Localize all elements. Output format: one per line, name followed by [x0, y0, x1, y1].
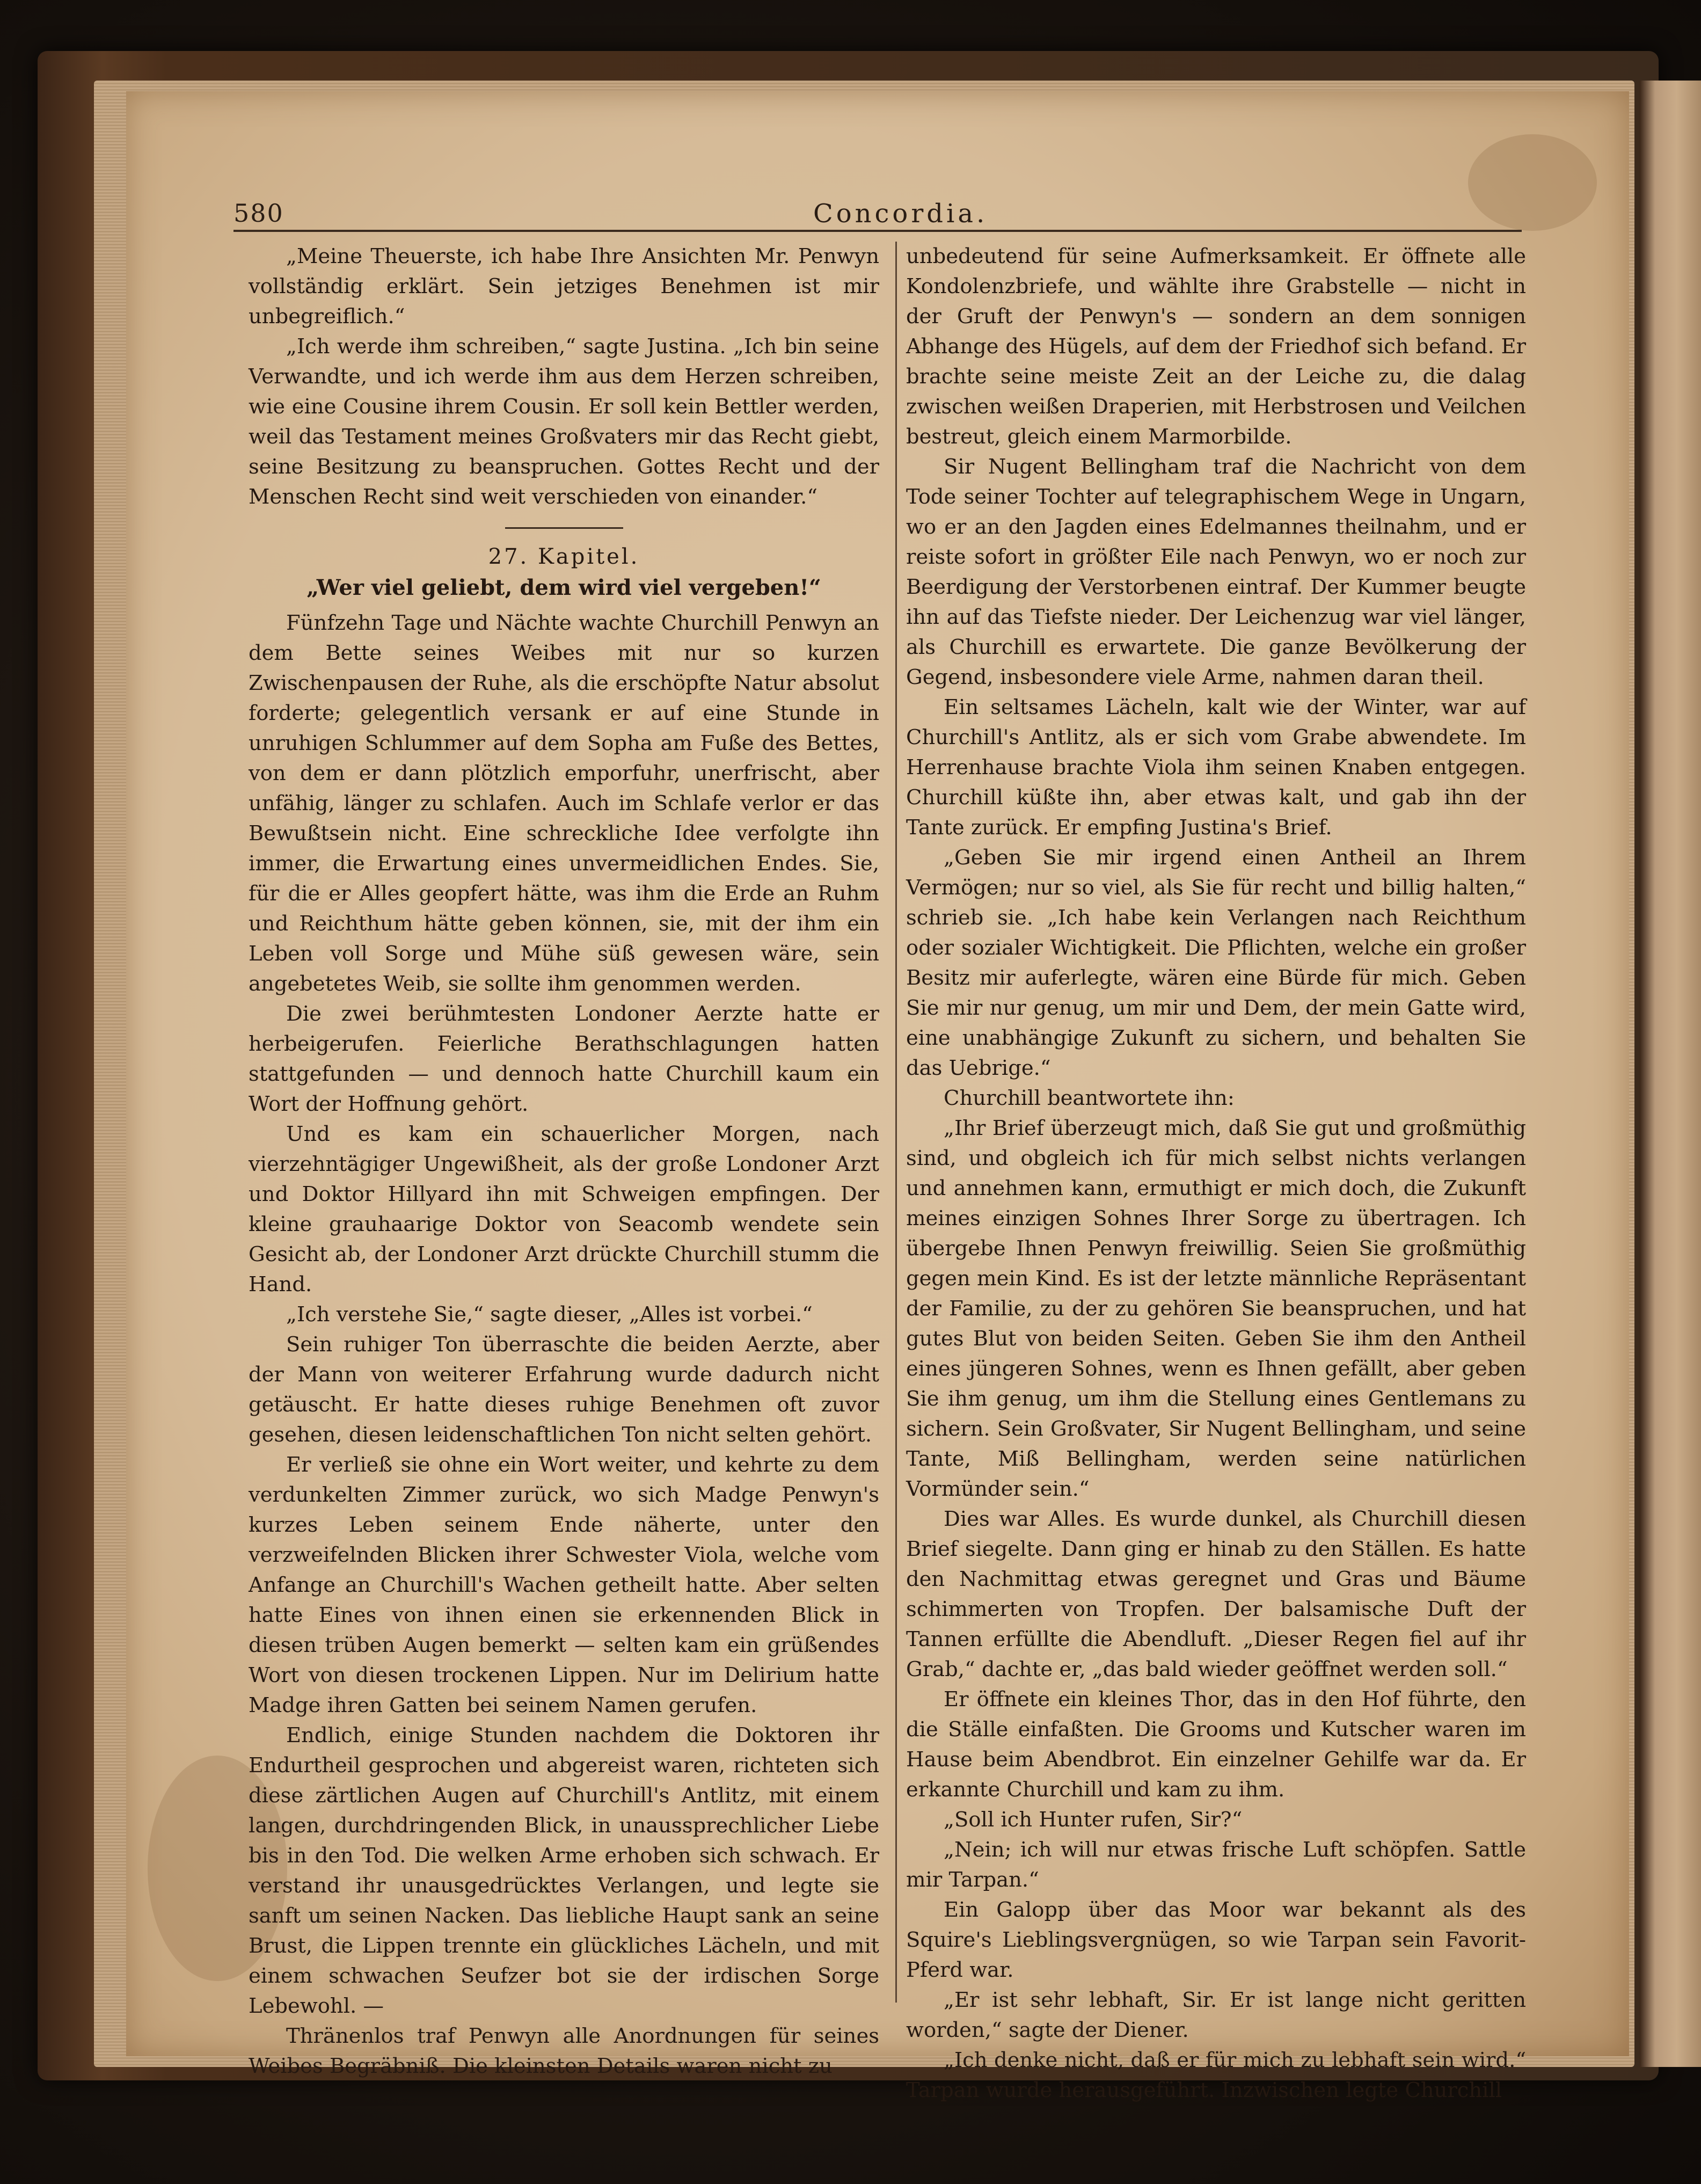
right-column — [906, 242, 1526, 2106]
chapter-separator — [505, 527, 623, 529]
paragraph: Thränenlos traf Penwyn alle Anordnungen für seines Weibes Begräbniß. Die kleinsten Details waren nicht zu — [249, 2024, 879, 2078]
page-header — [233, 199, 1522, 231]
paragraph: Churchill beantwortete ihn: — [944, 1086, 1235, 1110]
chapter-number: 27. Kapitel. — [488, 544, 640, 569]
paragraph: Ein seltsames Lächeln, kalt wie der Winter, war auf Churchill's Antlitz, als er sich vom Grabe abwendete. Im Herrenhause brachte Viola ihm seinen Knaben entgegen. Churchill küßte ihn, aber etwas kalt, und gab ihn der Tante zurück. Er empfing Justina's Brief. — [906, 695, 1526, 840]
left-column — [249, 242, 879, 2081]
page-number: 580 — [233, 199, 284, 228]
paragraph: Fünfzehn Tage und Nächte wachte Churchill Penwyn an dem Bette seines Weibes mit nur so kurzen Zwischenpausen der Ruhe, als die erschöpfte Natur absolut forderte; gelegentlich versank er auf eine Stunde in unruhigen Schlummer auf dem Sopha am Fuße des Bettes, von dem er dann plötzlich emporfuhr, unerfrischt, aber unfähig, länger zu schlafen. Auch im Schlafe verlor er das Bewußtsein nicht. Eine schreckliche Idee verfolgte ihn immer, die Erwartung eines unvermeidlichen Endes. Sie, für die er Alles geopfert hätte, was ihm die Erde an Ruhm und Reichthum hätte geben können, sie, mit der ihm ein Leben voll Sorge und Mühe süß gewesen wäre, sein angebetetes Weib, sie sollte ihm genommen werden. — [249, 611, 879, 996]
paragraph: „Ich denke nicht, daß er für mich zu lebhaft sein wird.“ Tarpan wurde herausgeführt. Inzwischen legte Churchill — [906, 2048, 1526, 2102]
running-title: Concordia. — [813, 199, 988, 229]
paragraph: „Ihr Brief überzeugt mich, daß Sie gut und großmüthig sind, und obgleich ich für mich selbst nichts verlangen und annehmen kann, ermuthigt er mich doch, die Zukunft meines einzigen Sohnes Ihrer Sorge zu übertragen. Ich übergebe Ihnen Penwyn freiwillig. Seien Sie großmüthig gegen mein Kind. Es ist der letzte männliche Repräsentant der Familie, zu der zu gehören Sie beanspruchen, und hat gutes Blut von beiden Seiten. Geben Sie ihm den Antheil eines jüngeren Sohnes, wenn es Ihnen gefällt, aber geben Sie ihm genug, um ihm die Stellung eines Gentlemans zu sichern. Sein Großvater, Sir Nugent Bellingham, und seine Tante, Miß Bellingham, werden seine natürlichen Vormünder sein.“ — [906, 1116, 1526, 1501]
paragraph: „Nein; ich will nur etwas frische Luft schöpfen. Sattle mir Tarpan.“ — [906, 1838, 1526, 1892]
paragraph: „Meine Theuerste, ich habe Ihre Ansichten Mr. Penwyn vollständig erklärt. Sein jetziges Benehmen ist mir unbegreiflich.“ — [249, 244, 879, 329]
paragraph: Sein ruhiger Ton überraschte die beiden Aerzte, aber der Mann von weiterer Erfahrung wurde dadurch nicht getäuscht. Er hatte dieses ruhige Benehmen oft zuvor gesehen, diesen leidenschaftlichen Ton nicht selten gehört. — [249, 1333, 879, 1447]
paragraph: Ein Galopp über das Moor war bekannt als des Squire's Lieblingsvergnügen, so wie Tarpan sein Favorit-Pferd war. — [906, 1898, 1526, 1982]
paragraph: Sir Nugent Bellingham traf die Nachricht von dem Tode seiner Tochter auf telegraphischem Wege in Ungarn, wo er an den Jagden eines Edelmannes theilnahm, und er reiste sofort in größter Eile nach Penwyn, wo er noch zur Beerdigung der Verstorbenen eintraf. Der Kummer beugte ihn auf das Tiefste nieder. Der Leichenzug war viel länger, als Churchill es erwartete. Die ganze Bevölkerung der Gegend, insbesondere viele Arme, nahmen daran theil. — [906, 455, 1526, 689]
paragraph: Dies war Alles. Es wurde dunkel, als Churchill diesen Brief siegelte. Dann ging er hinab zu den Ställen. Es hatte den Nachmittag etwas geregnet und Gras und Bäume schimmerten von Tropfen. Der balsamische Duft der Tannen erfüllte die Abendluft. „Dieser Regen fiel auf ihr Grab,“ dachte er, „das bald wieder geöffnet werden soll.“ — [906, 1507, 1526, 1681]
chapter-title: „Wer viel geliebt, dem wird viel vergeben!“ — [306, 575, 821, 600]
paragraph: Und es kam ein schauerlicher Morgen, nach vierzehntägiger Ungewißheit, als der große Londoner Arzt und Doktor Hillyard ihn mit Schweigen empfingen. Der kleine grauhaarige Doktor von Seacomb wendete sein Gesicht ab, der Londoner Arzt drückte Churchill stumm die Hand. — [249, 1122, 879, 1297]
paragraph: „Ich verstehe Sie,“ sagte dieser, „Alles ist vorbei.“ — [286, 1302, 813, 1327]
paragraph: „Er ist sehr lebhaft, Sir. Er ist lange nicht geritten worden,“ sagte der Diener. — [906, 1988, 1526, 2042]
paragraph: „Geben Sie mir irgend einen Antheil an Ihrem Vermögen; nur so viel, als Sie für recht und billig halten,“ schrieb sie. „Ich habe kein Verlangen nach Reichthum oder sozialer Wichtigkeit. Die Pflichten, welche ein großer Besitz mir auferlegte, wären eine Bürde für mich. Geben Sie mir nur genug, um mir und Dem, der mein Gatte wird, eine unabhängige Zukunft zu sichern, und behalten Sie das Uebrige.“ — [906, 846, 1526, 1080]
paragraph: Endlich, einige Stunden nachdem die Doktoren ihr Endurtheil gesprochen und abgereist waren, richteten sich diese zärtlichen Augen auf Churchill's Antlitz, mit einem langen, durchdringenden Blick, in unaussprechlicher Liebe bis in den Tod. Die welken Arme erhoben sich schwach. Er verstand ihr unausgedrücktes Verlangen, und legte sie sanft um seinen Nacken. Das liebliche Haupt sank an seine Brust, die Lippen trennte ein glückliches Lächeln, und mit einem schwachen Seufzer bot sie der irdischen Sorge Lebewohl. — — [249, 1723, 879, 2018]
paragraph: „Soll ich Hunter rufen, Sir?“ — [944, 1808, 1243, 1832]
paragraph-continuation: unbedeutend für seine Aufmerksamkeit. Er öffnete alle Kondolenzbriefe, und wählte ihre Grabstelle — nicht in der Gruft der Penwyn's — sondern an dem sonnigen Abhange des Hügels, auf dem der Friedhof sich befand. Er brachte seine meiste Zeit an der Leiche zu, die dalag zwischen weißen Draperien, mit Herbstrosen und Veilchen bestreut, gleich einem Marmorbilde. — [906, 244, 1526, 449]
paragraph: „Ich werde ihm schreiben,“ sagte Justina. „Ich bin seine Verwandte, und ich werde ihm aus dem Herzen schreiben, wie eine Cousine ihrem Cousin. Er soll kein Bettler werden, weil das Testament meines Großvaters mir das Recht giebt, seine Besitzung zu beanspruchen. Gottes Recht und der Menschen Recht sind weit verschieden von einander.“ — [249, 334, 879, 509]
header-rule — [233, 230, 1522, 232]
paragraph: Er öffnete ein kleines Thor, das in den Hof führte, den die Ställe einfaßten. Die Grooms und Kutscher waren im Hause beim Abendbrot. Ein einzelner Gehilfe war da. Er erkannte Churchill und kam zu ihm. — [906, 1687, 1526, 1802]
paragraph: Die zwei berühmtesten Londoner Aerzte hatte er herbeigerufen. Feierliche Berathschlagungen hatten stattgefunden — und dennoch hatte Churchill kaum ein Wort der Hoffnung gehört. — [249, 1002, 879, 1116]
column-divider — [895, 242, 897, 2003]
paragraph: Er verließ sie ohne ein Wort weiter, und kehrte zu dem verdunkelten Zimmer zurück, wo sich Madge Penwyn's kurzes Leben seinem Ende näherte, unter den verzweifelnden Blicken ihrer Schwester Viola, welche vom Anfange an Churchill's Wachen getheilt hatte. Aber selten hatte Eines von ihnen einen sie erkennenden Blick in diesen trüben Augen bemerkt — selten kam ein grüßendes Wort von diesen trockenen Lippen. Nur im Delirium hatte Madge ihren Gatten bei seinem Namen gerufen. — [249, 1453, 879, 1717]
facing-page-edge — [1640, 81, 1701, 2067]
